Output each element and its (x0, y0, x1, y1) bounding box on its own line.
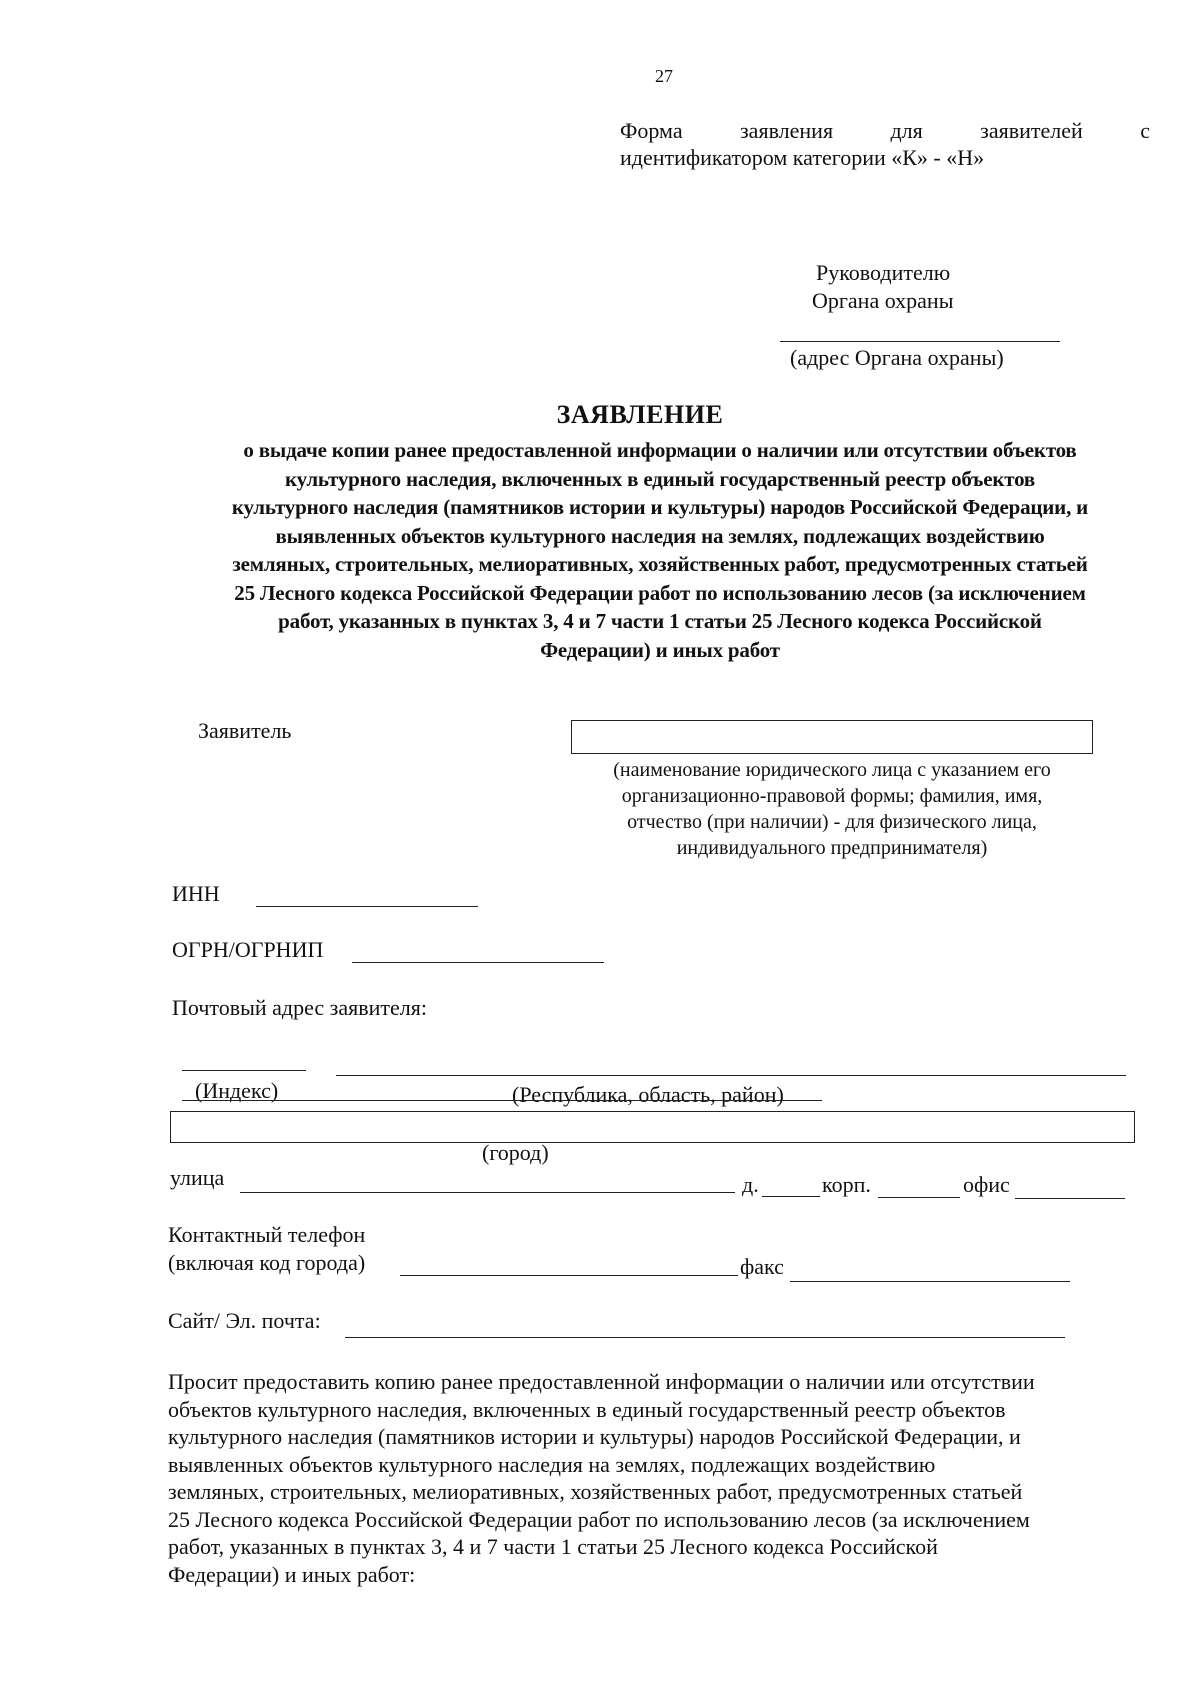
subtitle-line: выявленных объектов культурного наследия на землях, подлежащих воздействию (275, 523, 1045, 548)
form-caption-line-1: Форма заявления для заявителей с (620, 118, 1150, 143)
region-caption: (Республика, область, район) (512, 1082, 784, 1107)
inn-field[interactable] (256, 906, 478, 907)
building-field[interactable] (878, 1197, 960, 1198)
request-line: работ, указанных в пунктах 3, 4 и 7 части 1 статьи 25 Лесного кодекса Российской (168, 1534, 938, 1559)
recipient-line-2: Органа охраны (812, 288, 954, 313)
office-label: офис (963, 1172, 1010, 1197)
region-field[interactable] (336, 1075, 1126, 1076)
recipient-address-field[interactable] (780, 341, 1060, 342)
subtitle-line: земляных, строительных, мелиоративных, хозяйственных работ, предусмотренных статьей (232, 552, 1088, 576)
street-field[interactable] (240, 1192, 735, 1193)
house-label: д. (742, 1172, 759, 1197)
document-title: ЗАЯВЛЕНИЕ (556, 400, 724, 429)
phone-field[interactable] (400, 1275, 738, 1276)
applicant-caption-line: отчество (при наличии) - для физического лица, (627, 811, 1037, 833)
city-caption: (город) (482, 1140, 549, 1165)
applicant-label: Заявитель (198, 718, 292, 743)
caption-underline (182, 1100, 822, 1101)
fax-label: факс (740, 1254, 784, 1279)
applicant-caption (571, 757, 1093, 861)
request-line: культурного наследия (памятников истории и культуры) народов Российской Федерации, и (168, 1424, 1021, 1449)
request-line: Федерации) и иных работ: (168, 1561, 416, 1587)
document-subtitle (180, 436, 1140, 664)
applicant-caption-line: индивидуального предпринимателя) (676, 837, 988, 859)
request-line: выявленных объектов культурного наследия на землях, подлежащих воздействию (168, 1451, 936, 1477)
subtitle-line: Федерации) и иных работ (540, 637, 780, 662)
applicant-caption-line: (наименование юридического лица с указанием его (613, 759, 1051, 781)
request-line: Просит предоставить копию ранее предоставленной информации о наличии или отсутствии (168, 1369, 1035, 1394)
ogrn-label: ОГРН/ОГРНИП (172, 937, 324, 962)
postal-index-caption: (Индекс) (195, 1078, 279, 1103)
phone-label-hint: (включая код города) (168, 1250, 366, 1275)
building-label: корп. (822, 1172, 871, 1197)
ogrn-field[interactable] (352, 962, 604, 963)
subtitle-line: работ, указанных в пунктах 3, 4 и 7 части 1 статьи 25 Лесного кодекса Российской (278, 609, 1042, 633)
subtitle-line: культурного наследия, включенных в единый государственный реестр объектов (284, 466, 1036, 491)
site-email-field[interactable] (345, 1337, 1065, 1338)
fax-field[interactable] (790, 1281, 1070, 1282)
city-field[interactable] (170, 1111, 1135, 1143)
request-paragraph (168, 1368, 1143, 1588)
subtitle-line: 25 Лесного кодекса Российской Федерации работ по использованию лесов (за исключением (234, 580, 1086, 605)
street-label: улица (170, 1165, 225, 1190)
site-email-label: Сайт/ Эл. почта: (168, 1308, 321, 1333)
office-field[interactable] (1015, 1198, 1125, 1199)
recipient-address-caption: (адрес Органа охраны) (790, 345, 1004, 370)
phone-label: Контактный телефон (168, 1222, 366, 1247)
subtitle-line: о выдаче копии ранее предоставленной информации о наличии или отсутствии объектов (243, 438, 1077, 462)
house-field[interactable] (762, 1196, 820, 1197)
applicant-field[interactable] (571, 720, 1093, 754)
page-number: 27 (655, 66, 673, 86)
recipient-line-1: Руководителю (816, 260, 951, 285)
postal-index-field[interactable] (182, 1070, 306, 1071)
applicant-caption-line: организационно-правовой формы; фамилия, имя, (621, 785, 1043, 807)
form-caption-line-2: идентификатором категории «К» - «Н» (620, 145, 985, 170)
subtitle-line: культурного наследия (памятников истории и культуры) народов Российской Федерации, и (231, 495, 1089, 519)
postal-address-label: Почтовый адрес заявителя: (172, 995, 428, 1020)
inn-label: ИНН (172, 881, 220, 906)
request-line: объектов культурного наследия, включенных в единый государственный реестр объектов (168, 1396, 1006, 1422)
request-line: земляных, строительных, мелиоративных, хозяйственных работ, предусмотренных статьей (168, 1479, 1023, 1504)
request-line: 25 Лесного кодекса Российской Федерации работ по использованию лесов (за исключением (168, 1506, 1030, 1532)
